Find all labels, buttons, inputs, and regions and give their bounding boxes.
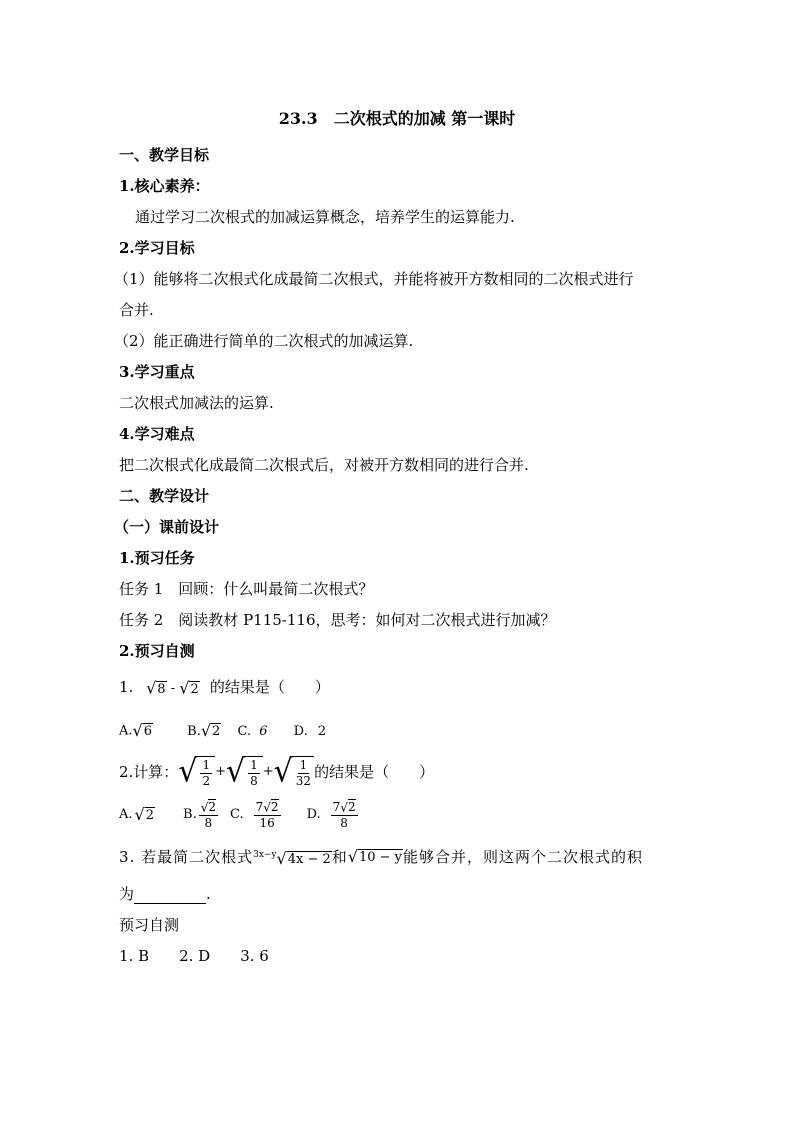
option-b-label: B. xyxy=(187,723,201,739)
radicand: 10 − y xyxy=(358,849,403,865)
option-a-value: 6 xyxy=(143,724,153,739)
fraction-denominator: 2 xyxy=(202,773,211,788)
sqrt-expression xyxy=(348,847,403,868)
question-1-options xyxy=(119,721,326,742)
learning-goal-1-cont: 合并. xyxy=(119,301,154,319)
question-3-end: . xyxy=(206,885,211,903)
option-a-label: A. xyxy=(119,807,133,822)
option-d-fraction xyxy=(331,799,358,832)
option-b-label: B. xyxy=(183,807,197,822)
answer-blank[interactable] xyxy=(134,889,206,904)
question-2-options xyxy=(119,797,360,833)
fraction-numerator: 2 xyxy=(347,799,356,814)
question-3-line-2 xyxy=(119,884,211,904)
subheading-core-literacy: 1.核心素养： xyxy=(119,177,210,195)
difficulty-text: 把二次根式化成最简二次根式后，对被开方数相同的进行合并. xyxy=(119,456,529,474)
section-heading-design: 二、教学设计 xyxy=(119,487,210,505)
core-literacy-text: 通过学习二次根式的加减运算概念，培养学生的运算能力. xyxy=(135,208,515,226)
page-title: 23.3 二次根式的加减 第一课时 xyxy=(278,109,516,128)
fraction-coefficient: 7 xyxy=(332,799,341,814)
question-1-number: 1. xyxy=(119,678,134,696)
task-1: 任务 1 回顾：什么叫最简二次根式？ xyxy=(119,580,374,598)
subheading-preview-tasks: 1.预习任务 xyxy=(119,549,195,567)
answers-text: 1. B 2. D 3. 6 xyxy=(119,947,269,965)
subheading-key-point: 3.学习重点 xyxy=(119,363,195,381)
sqrt-icon: √ xyxy=(263,800,271,815)
option-d-value: 2 xyxy=(317,723,327,739)
subheading-difficulty: 4.学习难点 xyxy=(119,425,195,443)
question-3-tail: 能够合并，则这两个二次根式的积 xyxy=(403,848,644,867)
fraction-coefficient: 7 xyxy=(255,799,264,814)
sqrt-icon: √ xyxy=(179,678,190,698)
subheading-self-test: 2.预习自测 xyxy=(119,642,195,660)
option-a-value: 2 xyxy=(145,808,155,823)
subheading-learning-goals: 2.学习目标 xyxy=(119,239,195,257)
question-2 xyxy=(119,753,435,790)
task-2: 任务 2 阅读教材 P115-116，思考：如何对二次根式进行加减？ xyxy=(119,611,556,629)
option-a-label: A. xyxy=(119,723,133,739)
sqrt-icon: √ xyxy=(134,805,145,824)
option-d-label: D. xyxy=(293,723,308,739)
fraction-denominator: 16 xyxy=(259,816,275,831)
nth-root-expression xyxy=(253,845,332,869)
sqrt-icon: √ xyxy=(200,721,212,740)
plus-sign: + xyxy=(215,764,226,779)
option-c-value: 6 xyxy=(259,723,268,739)
fraction-denominator: 8 xyxy=(340,816,348,831)
question-3-for: 为 xyxy=(119,885,135,903)
sqrt-fraction: √ $\frac{1}{2}$ xyxy=(178,756,215,789)
question-3 xyxy=(119,845,643,869)
fraction-denominator: 32 xyxy=(295,773,312,788)
learning-goal-1: （1）能够将二次根式化成最简二次根式，并能将被开方数相同的二次根式进行 xyxy=(114,270,634,288)
sqrt-icon: √ xyxy=(146,678,157,698)
question-1-tail: 的结果是（ ） xyxy=(209,678,330,696)
root-index: 3x−y xyxy=(253,850,277,860)
and-text: 和 xyxy=(331,848,348,867)
plus-sign: + xyxy=(262,764,274,779)
question-3-lead: 3. 若最简二次根式 xyxy=(119,848,254,867)
fraction-denominator: 8 xyxy=(250,773,258,788)
question-2-tail: 的结果是（ ） xyxy=(314,763,435,781)
fraction-numerator: 2 xyxy=(270,799,279,814)
subheading-pre-class: （一）课前设计 xyxy=(114,518,220,536)
option-d-label: D. xyxy=(306,807,321,822)
learning-goal-2: （2）能正确进行简单的二次根式的加减运算. xyxy=(114,332,414,350)
fraction-numerator: 1 xyxy=(202,757,211,772)
sqrt-icon: √ xyxy=(347,846,358,866)
section-heading-goals: 一、教学目标 xyxy=(119,146,210,164)
option-c-label: C. xyxy=(230,807,244,822)
fraction-denominator: 8 xyxy=(204,816,213,831)
minus-sign: - xyxy=(170,681,176,696)
radicand: 4x − 2 xyxy=(287,851,331,867)
option-b-value: 2 xyxy=(212,724,221,739)
sqrt-icon: √ xyxy=(132,721,143,740)
fraction-numerator: 1 xyxy=(299,757,308,772)
radicand: 8 xyxy=(157,681,166,697)
fraction-numerator: 2 xyxy=(208,799,216,814)
sqrt-icon: √ xyxy=(200,800,209,815)
question-1 xyxy=(119,677,330,699)
option-c-label: C. xyxy=(237,723,252,739)
option-c-fraction xyxy=(254,799,281,832)
sqrt-fraction: √ $\frac{1}{8}$ xyxy=(226,756,263,789)
question-2-label: 2.计算： xyxy=(119,763,179,781)
key-point-text: 二次根式加减法的运算. xyxy=(119,394,274,412)
radicand: 2 xyxy=(190,681,199,697)
option-b-fraction xyxy=(199,799,218,832)
fraction-numerator: 1 xyxy=(250,757,258,772)
answers-heading: 预习自测 xyxy=(119,916,180,934)
sqrt-icon: √ xyxy=(276,848,287,868)
sqrt-icon: √ xyxy=(340,800,348,815)
sqrt-fraction: √ $\frac{1}{32}$ xyxy=(274,756,314,789)
